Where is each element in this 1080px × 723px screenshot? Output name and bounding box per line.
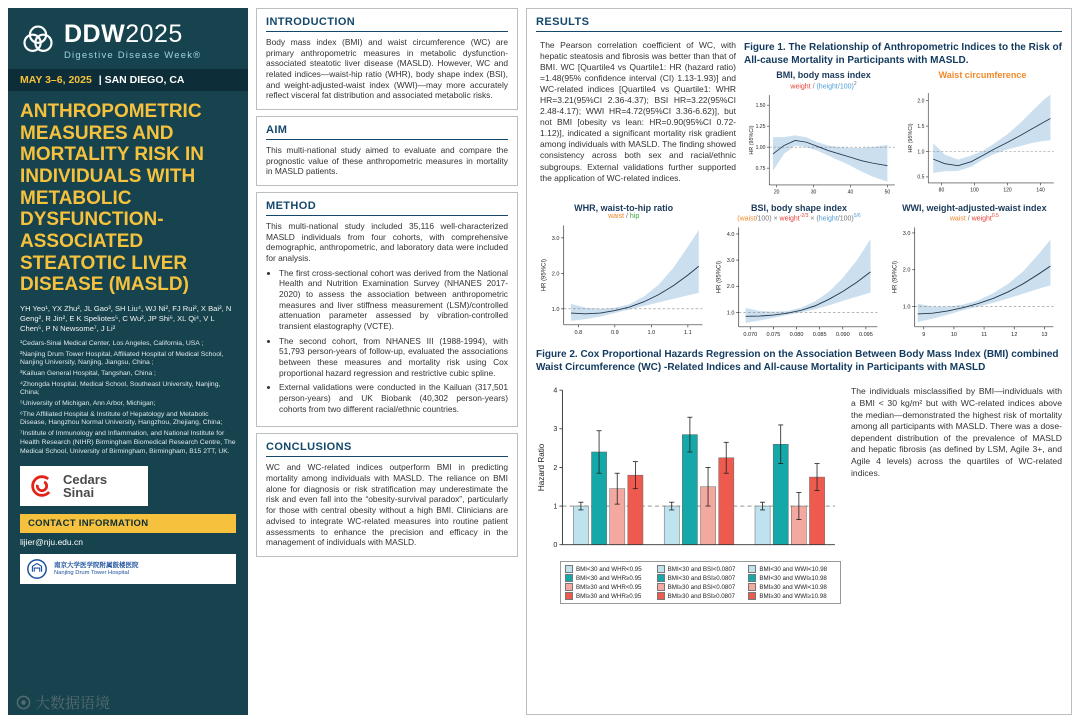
legend-item (748, 565, 836, 573)
chart-svg (538, 222, 709, 340)
svg-text:13: 13 (1040, 332, 1048, 339)
ddw-logo-icon (20, 23, 56, 59)
legend-swatch (565, 574, 573, 582)
svg-text:0: 0 (553, 541, 558, 550)
chart-title: BMI, body mass index (776, 70, 871, 80)
hospital-emblem-icon (26, 558, 48, 580)
legend-item (565, 583, 653, 591)
aim-body: This multi-national study aimed to evaluate and compare the prognostic value of these anthropometric measures in mortality in MASLD patients. (266, 145, 508, 177)
svg-text:0.090: 0.090 (836, 332, 851, 339)
svg-text:1.0: 1.0 (551, 307, 560, 314)
figure2-legend (560, 561, 841, 604)
method-bullet-list (279, 268, 508, 415)
figure2-row (536, 380, 1062, 604)
svg-text:1.0: 1.0 (727, 310, 735, 317)
svg-text:50: 50 (884, 189, 891, 196)
legend-swatch (748, 565, 756, 573)
svg-text:4: 4 (553, 386, 558, 395)
svg-text:3.0: 3.0 (902, 231, 911, 238)
chart-title: WWI, weight-adjusted-waist index (902, 202, 1047, 213)
ddw-brand-text (64, 20, 201, 61)
legend-swatch (748, 574, 756, 582)
section-results (526, 8, 1072, 715)
affiliation-item: ⁶The Affiliated Hospital & Institute of Hepatology and Metabolic Disease, Hangzhou Normal University, Hangzhou, Zhejiang, China; (20, 410, 223, 427)
legend-label: BMI<30 and BSI<0.0807 (667, 565, 736, 573)
bar-chart-svg (536, 380, 841, 553)
chart-formula: (waist/100) × weight$^{-2/3}$ × (height/100)$^{5/6}$ (737, 213, 861, 223)
figure1-bottom-row (536, 204, 1062, 348)
svg-text:1.1: 1.1 (684, 330, 692, 337)
conclusions-body: WC and WC-related indices outperform BMI in predicting mortality among individuals with MASLD. The reliance on BMI alone for diagnosis or risk stratification may underestimate the risk and even fall into the “obesity-survival paradox”, particularly for those with central obesity without a high BMI. Clinicians are advised to integrate WC-related measures into routine patient assessments to enhance the precision and efficacy in the management of individuals with MASLD. (266, 462, 508, 548)
cedars-sinai-wordmark (63, 473, 107, 500)
chart-whr (536, 204, 711, 348)
event-date: MAY 3–6, 2025 (20, 74, 92, 86)
brand-tagline: Digestive Disease Week® (64, 50, 202, 61)
svg-text:HR (95%CI): HR (95%CI) (541, 259, 548, 292)
results-body: The Pearson correlation coefficient of WC, with hepatic steatosis and fibrosis was better than that of BMI. WC [Quartile4 vs Quartile1: HR (hazard ratio) =1.48(95% confidence interval (CI) 1.13-1.93)] and WC-related indices [Quartile4 vs Quartile1: WHR HR=3.21(95%CI 2.36-4.37); BSI HR=3.22(95%CI 2.48-4.17); WWI HR=4.72(95%CI 3.36-6.62)], but not BMI [obesity vs lean: HR=0.90(95%CI 0.72-1.12)], indicated a significant mortality risk gradient among individuals with MASLD. The finding showed consistency across both sex and racial/ethnic subgroups. External validations further supported the application of WC-related indices. (540, 40, 736, 183)
svg-text:1.50: 1.50 (755, 102, 766, 109)
ddw-brand (20, 20, 236, 61)
svg-text:HR (95%CI): HR (95%CI) (907, 123, 914, 153)
sidebar (8, 8, 248, 715)
chart-svg (889, 224, 1060, 342)
cedars-sinai-icon (28, 472, 56, 500)
svg-text:0.095: 0.095 (859, 332, 874, 339)
svg-text:30: 30 (810, 189, 817, 196)
legend-label: BMI≥30 and WWI<10.98 (759, 583, 827, 591)
svg-text:0.075: 0.075 (766, 332, 781, 339)
legend-label: BMI≥30 and BSI<0.0807 (667, 583, 736, 591)
section-introduction (256, 8, 518, 110)
contact-email[interactable]: lijier@nju.edu.cn (20, 537, 83, 548)
affiliation-item: ⁵University of Michigan, Ann Arbor, Michigan; (20, 400, 156, 408)
svg-text:3.0: 3.0 (551, 236, 560, 243)
legend-item (657, 574, 745, 582)
legend-item (748, 583, 836, 591)
svg-text:80: 80 (938, 187, 945, 194)
legend-swatch (657, 583, 665, 591)
legend-swatch (657, 592, 665, 600)
legend-label: BMI<30 and WHR<0.95 (576, 565, 642, 573)
aim-heading: AIM (266, 124, 508, 140)
svg-text:0.085: 0.085 (813, 332, 827, 339)
svg-text:10: 10 (950, 332, 957, 339)
legend-swatch (565, 583, 573, 591)
brand-ddw: DDW (64, 20, 126, 48)
contact-information-heading: CONTACT INFORMATION (20, 514, 236, 533)
legend-swatch (657, 565, 665, 573)
legend-label: BMI<30 and WHR≥0.95 (576, 574, 642, 582)
svg-text:140: 140 (1036, 187, 1045, 194)
svg-text:120: 120 (1003, 187, 1012, 194)
brand-year: 2025 (125, 20, 183, 48)
conclusions-heading: CONCLUSIONS (266, 441, 508, 457)
hospital-name (54, 562, 139, 577)
cedars-line2: Sinai (63, 485, 95, 501)
legend-item (565, 565, 653, 573)
svg-text:3: 3 (553, 425, 558, 434)
method-bullet: • The first cross-sectional cohort was derived from the National Health and Nutrition Examination Survey (NHANES 2017-2020) to assess the association between anthropometric measures and liver stiffness measurement (LSM)/controlled attenuation parameter assessed by vibration-controlled transient elastography (VCTE). (279, 268, 508, 332)
figure1-top-row (744, 71, 1062, 204)
svg-text:1.5: 1.5 (917, 123, 925, 130)
brand-name (64, 20, 201, 49)
svg-text:1: 1 (553, 502, 558, 511)
chart-svg (713, 224, 884, 342)
svg-text:HR (95%CI): HR (95%CI) (892, 261, 899, 294)
chart-bsi (711, 204, 886, 348)
svg-text:2.0: 2.0 (902, 267, 911, 274)
svg-text:0.070: 0.070 (743, 332, 758, 339)
svg-text:HR (95%CI): HR (95%CI) (748, 125, 755, 155)
poster-title: ANTHROPOMETRIC MEASURES AND MORTALITY RISK IN INDIVIDUALS WITH METABOLIC DYSFUNCTION-ASSOCIATED STEATOTIC LIVER DISEASE (MASLD) (20, 101, 205, 296)
chart-title: Waist circumference (938, 70, 1027, 80)
affiliation-item: ⁷Institute of Immunology and Inflammation, and National Institute for Health Research (NIHR) Birmingham Biomedical Research Centre, The Medical School, University of Birmingham, Birmingham, B15 2TT, UK. (20, 430, 236, 455)
introduction-heading: INTRODUCTION (266, 16, 508, 32)
section-aim (256, 116, 518, 186)
svg-text:3.0: 3.0 (727, 258, 735, 265)
affiliations (20, 340, 236, 458)
results-row (536, 40, 1062, 204)
legend-label: BMI<30 and WWI<10.98 (759, 565, 828, 573)
watermark-text: 大数据语境 (35, 695, 111, 712)
svg-text:11: 11 (980, 332, 987, 339)
watermark (16, 692, 110, 713)
svg-text:HR (95%CI): HR (95%CI) (717, 261, 724, 294)
svg-text:1.25: 1.25 (755, 123, 766, 130)
chart-bmi (744, 71, 903, 204)
legend-swatch (748, 592, 756, 600)
svg-text:1.0: 1.0 (647, 330, 656, 337)
chart-title: BSI, body shape index (750, 202, 847, 213)
affiliation-item: ⁴Zhongda Hospital, Medical School, Southeast University, Nanjing, China; (20, 380, 221, 397)
svg-text:2.0: 2.0 (551, 271, 560, 278)
method-bullet: • External validations were conducted in the Kailuan (317,501 person-years) and UK Biobank (40,302 person-years) cohorts from two different racial/ethnic countries. (279, 382, 508, 414)
cedars-sinai-logo (20, 466, 148, 506)
chart-title: WHR, waist-to-hip ratio (574, 202, 674, 213)
legend-item (748, 574, 836, 582)
svg-text:2: 2 (553, 464, 558, 473)
svg-text:2.0: 2.0 (917, 98, 925, 105)
svg-text:0.8: 0.8 (574, 330, 583, 337)
date-location-bar (8, 69, 248, 91)
legend-item (565, 592, 653, 600)
svg-text:12: 12 (1010, 332, 1017, 339)
chart-formula: waist / hip (608, 213, 640, 221)
authors-list: YH Yeo¹, YX Zhu², JL Gao³, SH Liu⁴, WJ Ni², FJ Rui², X Bai², N Geng², R Jin², E K Speliotes⁵, C Wu², JP Shi⁶, XL Qi⁴, V L Chen⁵, P N Newsome⁷, J Li² (20, 303, 232, 333)
nanjing-hospital-logo (20, 554, 236, 584)
legend-swatch (565, 592, 573, 600)
affiliation-item: ¹Cedars-Sinai Medical Center, Los Angeles, California, USA ; (20, 339, 204, 347)
chart-formula: weight / (height/100)$^2$ (790, 80, 857, 91)
svg-text:2.0: 2.0 (727, 284, 735, 291)
svg-text:100: 100 (970, 187, 979, 194)
legend-item (748, 592, 836, 600)
chart-formula: waist / weight$^{0.5}$ (949, 213, 999, 223)
legend-label: BMI≥30 and BSI≥0.0807 (667, 592, 735, 600)
svg-text:1.00: 1.00 (755, 144, 766, 151)
legend-label: BMI≥30 and WHR<0.95 (576, 583, 642, 591)
svg-text:4.0: 4.0 (727, 232, 735, 239)
legend-label: BMI<30 and BSI≥0.0807 (667, 574, 736, 582)
affiliation-item: ²Nanjing Drum Tower Hospital, Affiliated Hospital of Medical School, Nanjing University, Nanjing, Jiangsu, China ; (20, 350, 224, 367)
legend-item (565, 574, 653, 582)
method-heading: METHOD (266, 200, 508, 216)
hospital-name-cn: 南京大学医学院附属鼓楼医院 (54, 561, 139, 569)
legend-label: BMI<30 and WWI≥10.98 (759, 574, 827, 582)
svg-text:9: 9 (921, 332, 925, 339)
figure1-block (744, 40, 1062, 204)
event-location: | SAN DIEGO, CA (98, 74, 185, 86)
chart-svg (746, 92, 901, 199)
results-heading: RESULTS (536, 16, 1062, 32)
legend-swatch (748, 583, 756, 591)
middle-column (256, 8, 518, 715)
section-conclusions (256, 433, 518, 556)
svg-text:0.5: 0.5 (917, 174, 925, 181)
chart-formula (905, 81, 1060, 90)
legend-label: BMI≥30 and WHR≥0.95 (576, 592, 642, 600)
legend-item (657, 583, 745, 591)
hospital-name-en: Nanjing Drum Tower Hospital (54, 569, 129, 576)
section-method (256, 192, 518, 427)
figure2-title: Figure 2. Cox Proportional Hazards Regression on the Association Between Body Mass Index (BMI) combined Waist Circumference (WC) -Related Indices and All-cause Mortality in Participants with MASLD (536, 349, 1059, 373)
svg-text:1.0: 1.0 (902, 304, 911, 311)
chart-svg (905, 90, 1060, 197)
watermark-icon (16, 695, 31, 710)
svg-text:20: 20 (773, 189, 780, 196)
figure2-note: The individuals misclassified by BMI—individuals with a BMI < 30 kg/m² but with WC-related indices above the median—demonstrated the highest risk of mortality among all participants with MASLD. There was a dose-dependent distribution of the prevalence of MASLD and hepatic fibrosis (as defined by LSM, Agile 3+, and Agile 4 levels) across the quartiles of WC-related indices. (851, 386, 1062, 478)
chart-waist-circumference (903, 71, 1062, 204)
affiliation-item: ³Kailuan General Hospital, Tangshan, China ; (20, 370, 156, 378)
legend-label: BMI≥30 and WWI≥10.98 (759, 592, 827, 600)
svg-text:Hazard Ratio: Hazard Ratio (537, 444, 547, 492)
svg-text:0.9: 0.9 (610, 330, 619, 337)
svg-text:40: 40 (847, 189, 854, 196)
introduction-body: Body mass index (BMI) and waist circumference (WC) are primary anthropometric measures in metabolic dysfunction-associated steatotic liver disease (MASLD). However, WC and related indices—waist-hip ratio (WHR), body shape index (BSI), and weight-adjusted-waist index (WWI)—may more accurately reflect visceral fat distribution and associated metabolic risks. (266, 37, 508, 101)
legend-item (657, 592, 745, 600)
svg-text:1.0: 1.0 (917, 149, 925, 156)
figure2-bar-chart (536, 380, 841, 604)
svg-text:0.080: 0.080 (789, 332, 804, 339)
method-body: This multi-national study included 35,116 well-characterized MASLD individuals from four cohorts, with comprehensive demographic, anthropometric, and laboratory data were included for analysis. (266, 221, 508, 264)
cedars-line1: Cedars (63, 471, 108, 487)
legend-swatch (565, 565, 573, 573)
legend-swatch (657, 574, 665, 582)
method-bullet: • The second cohort, from NHANES III (1988-1994), with 51,793 person-years of follow-up, evaluated the associations between these measures and mortality risk using Cox proportional hazard regression and restrictive cubic spline. (279, 336, 508, 379)
chart-wwi (887, 204, 1062, 348)
legend-item (657, 565, 745, 573)
figure1-title: Figure 1. The Relationship of Anthropometric Indices to the Risk of All-cause Mortality in Participants with MASLD. (744, 42, 1062, 66)
svg-text:0.75: 0.75 (755, 165, 766, 172)
